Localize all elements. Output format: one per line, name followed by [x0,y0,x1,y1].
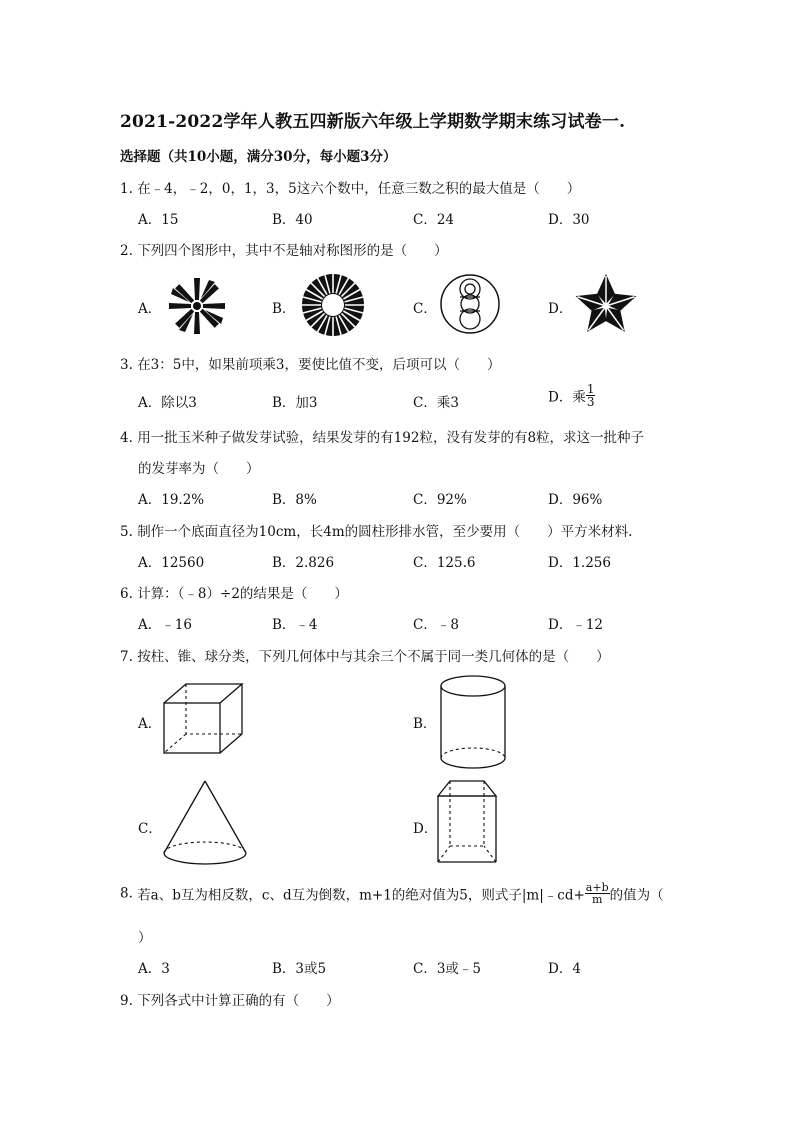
option-c: C．3或﹣5 [413,961,482,977]
option-b: B．2.826 [272,555,335,571]
question-number: 1. [120,181,133,197]
starburst-figure [165,274,229,338]
option-c: C．﹣8 [413,617,459,633]
option-d [548,383,595,408]
option-b: B．40 [272,212,313,228]
page-title: 2021-2022学年人教五四新版六年级上学期数学期末练习试卷一. [120,112,626,132]
option-d: D． [548,301,573,317]
question-number: 9. [120,993,133,1009]
question-text: 用一批玉米种子做发芽试验，结果发芽的有192粒，没有发芽的有8粒，求这一批种子 [137,430,645,446]
question-number: 4. [120,430,133,446]
question-text: 按柱、锥、球分类，下列几何体中与其余三个不属于同一类几何体的是（ ） [137,649,610,665]
question-4 [120,426,644,446]
fraction-numerator: 1 [586,382,595,396]
option-d: D．1.256 [548,555,611,571]
option-c: C． [413,301,437,317]
question-number: 5. [120,524,133,540]
question-text: 若a、b互为相反数，c、d互为倒数，m+1的绝对值为5，则式子|m|﹣cd+ [137,887,585,904]
question-text: 在3：5中，如果前项乘3，要使比值不变，后项可以（ ） [137,357,501,373]
option-d: D．4 [548,961,581,977]
option-b: B．﹣4 [272,617,318,633]
option-b: B． [272,301,296,317]
option-a: A．除以3 [138,395,197,411]
option-d: D．96% [548,492,603,508]
question-text: 下列各式中计算正确的有（ ） [137,993,340,1009]
section-heading: 选择题（共10小题，满分30分，每小题3分） [120,149,397,165]
question-text: 在﹣4，﹣2，0，1，3，5这六个数中，任意三数之积的最大值是（ ） [137,181,581,197]
cylinder-figure [437,672,509,772]
fraction-numerator: a+b [585,881,609,894]
option-c: C．24 [413,212,455,228]
question-text: 制作一个底面直径为10cm，长4m的圆柱形排水管，至少要用（ ）平方米材料. [137,524,633,540]
fraction [586,383,596,408]
question-text: 下列四个图形中，其中不是轴对称图形的是（ ） [137,243,448,259]
question-5 [120,520,632,540]
option-b: B．加3 [272,395,318,411]
radial-ring-figure [300,272,366,338]
question-number: 7. [120,649,133,665]
cube-figure [160,681,246,757]
option-c: C．92% [413,492,467,508]
option-d: D．﹣12 [548,617,604,633]
question-3 [120,353,500,373]
fraction [585,882,610,905]
option-d: D． [413,821,438,837]
fraction-denominator: m [591,893,603,906]
question-number: 8. [120,885,133,902]
question-text: 计算：（﹣8）÷2的结果是（ ） [137,586,348,602]
fraction-denominator: 3 [586,395,595,409]
question-8-continued: ） [138,930,152,946]
option-d: D．30 [548,212,590,228]
question-6 [120,582,348,602]
cone-figure [160,777,250,869]
option-a: A．﹣16 [138,617,192,633]
option-a: A． [138,716,162,732]
nested-circles-figure [439,273,501,335]
question-9 [120,989,340,1009]
option-a: A．12560 [138,555,205,571]
question-number: 3. [120,357,133,373]
option-a: A． [138,301,162,317]
option-d-label: D．乘 [548,389,586,406]
question-1 [120,177,580,197]
option-c: C． [138,821,162,837]
option-a: A．15 [138,212,179,228]
question-text-end: 的值为（ [609,887,664,904]
option-c: C．125.6 [413,555,476,571]
option-b: B． [413,716,437,732]
question-number: 6. [120,586,133,602]
star-figure [572,272,640,338]
option-c: C．乘3 [413,395,459,411]
question-7 [120,645,610,665]
question-8 [120,882,664,905]
option-a: A．19.2% [138,492,205,508]
question-4-continued: 的发芽率为（ ） [138,461,260,477]
option-b: B．8% [272,492,317,508]
option-b: B．3或5 [272,961,327,977]
option-a: A．3 [138,961,170,977]
prism-figure [434,778,500,866]
question-2 [120,239,448,259]
question-number: 2. [120,243,133,259]
